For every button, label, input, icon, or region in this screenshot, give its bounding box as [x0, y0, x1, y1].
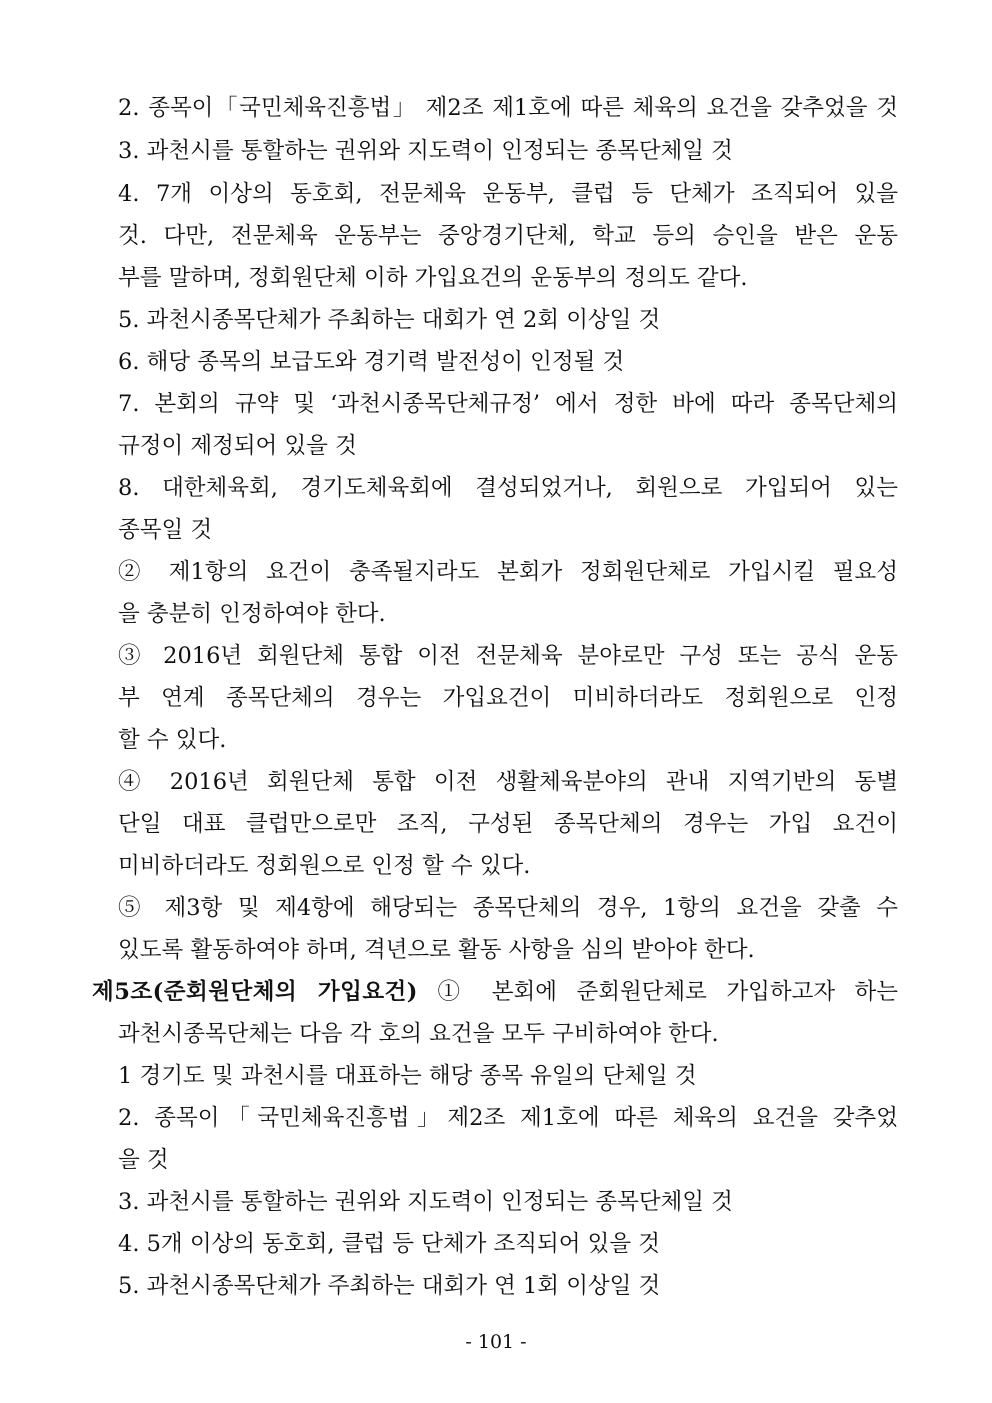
list-item: 2. 종목이「국민체육진흥법」제2조 제1호에 따른 체육의 요건을 갖추었	[118, 1105, 898, 1131]
text-line: ⑤ 제3항 및 제4항에 해당되는 종목단체의 경우, 1항의 요건을 갖출 수	[118, 895, 898, 921]
list-item: 을 것	[118, 1147, 169, 1173]
list-item: 3. 과천시를 통할하는 권위와 지도력이 인정되는 종목단체일 것	[118, 1189, 733, 1215]
text-line: 종목일 것	[118, 517, 213, 543]
text-line: 8. 대한체육회, 경기도체육회에 결성되었거나, 회원으로 가입되어 있는	[118, 475, 898, 501]
article-5-text: ① 본회에 준회원단체로 가입하고자 하는	[437, 979, 898, 1005]
text-line: 7. 본회의 규약 및 ‘과천시종목단체규정’ 에서 정한 바에 따라 종목단체의	[118, 391, 898, 417]
text-line: 4. 7개 이상의 동호회, 전문체육 운동부, 클럽 등 단체가 조직되어 있을	[118, 181, 898, 207]
text-line: ③ 2016년 회원단체 통합 이전 전문체육 분야로만 구성 또는 공식 운동	[118, 643, 898, 669]
article-5-heading: 제5조(준회원단체의 가입요건)	[92, 979, 418, 1005]
text-line: 것. 다만, 전문체육 운동부는 중앙경기단체, 학교 등의 승인을 받은 운동	[118, 223, 898, 249]
text-line: ④ 2016년 회원단체 통합 이전 생활체육분야의 관내 지역기반의 동별	[118, 769, 898, 795]
text-line: ② 제1항의 요건이 충족될지라도 본회가 정회원단체로 가입시킬 필요성	[118, 559, 898, 585]
text-line: 부 연계 종목단체의 경우는 가입요건이 미비하더라도 정회원으로 인정	[118, 685, 898, 711]
text-line: 을 충분히 인정하여야 한다.	[118, 601, 386, 627]
list-item: 4. 5개 이상의 동호회, 클럽 등 단체가 조직되어 있을 것	[118, 1231, 661, 1257]
text-line: 있도록 활동하여야 하며, 격년으로 활동 사항을 심의 받아야 한다.	[118, 937, 755, 963]
text-line: 2. 종목이「국민체육진흥법」 제2조 제1호에 따른 체육의 요건을 갖추었을 것	[118, 95, 898, 121]
text-line: 6. 해당 종목의 보급도와 경기력 발전성이 인정될 것	[118, 349, 625, 375]
text-line: 미비하더라도 정회원으로 인정 할 수 있다.	[118, 853, 531, 879]
text-line: 할 수 있다.	[118, 727, 227, 753]
text-line: 5. 과천시종목단체가 주최하는 대회가 연 2회 이상일 것	[118, 307, 661, 333]
text-line: 과천시종목단체는 다음 각 호의 요건을 모두 구비하여야 한다.	[118, 1021, 719, 1047]
list-item: 5. 과천시종목단체가 주최하는 대회가 연 1회 이상일 것	[118, 1273, 661, 1299]
list-item: 1 경기도 및 과천시를 대표하는 해당 종목 유일의 단체일 것	[118, 1063, 697, 1089]
text-line: 3. 과천시를 통할하는 권위와 지도력이 인정되는 종목단체일 것	[118, 138, 733, 164]
text-line: 단일 대표 클럽만으로만 조직, 구성된 종목단체의 경우는 가입 요건이	[118, 811, 898, 837]
article-5-first-line	[92, 977, 898, 1007]
text-line: 규정이 제정되어 있을 것	[118, 433, 357, 459]
page-number: - 101 -	[465, 1331, 527, 1353]
text-line: 부를 말하며, 정회원단체 이하 가입요건의 운동부의 정의도 같다.	[118, 265, 748, 291]
